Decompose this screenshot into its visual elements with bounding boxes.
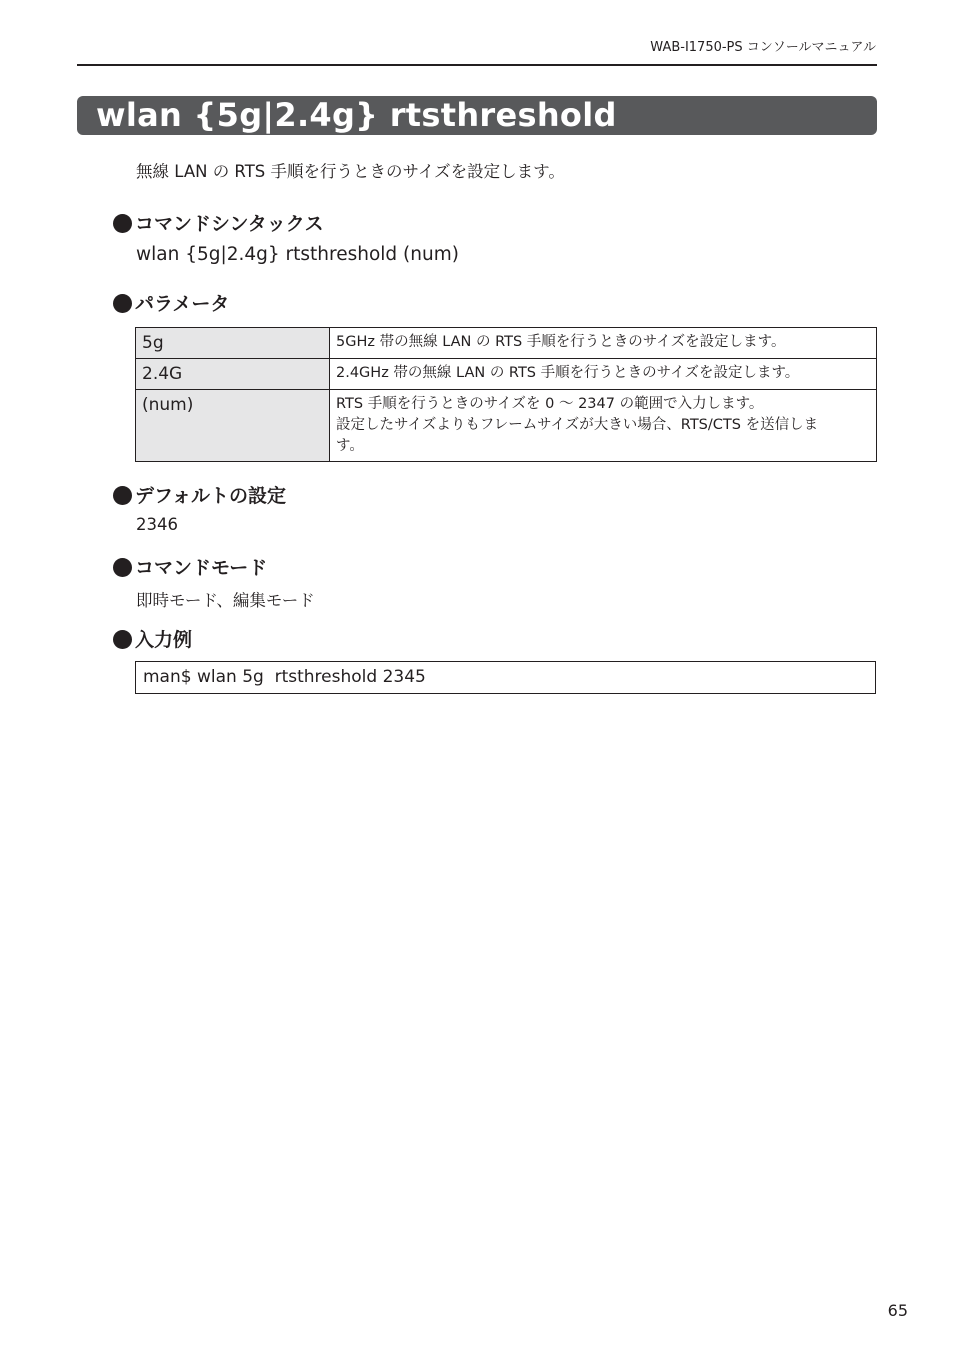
command-title-bar xyxy=(77,96,877,135)
example-heading: 入力例 xyxy=(113,625,192,652)
bullet-icon xyxy=(113,558,132,577)
table-row xyxy=(136,390,877,462)
command-description: 無線 LAN の RTS 手順を行うときのサイズを設定します。 xyxy=(136,162,565,181)
param-description xyxy=(330,359,877,390)
param-description xyxy=(330,328,877,359)
manual-title: WAB-I1750-PS コンソールマニュアル xyxy=(650,40,876,55)
header-divider xyxy=(77,64,877,66)
command-title: wlan {5g|2.4g} rtsthreshold xyxy=(96,96,617,134)
parameters-heading: パラメータ xyxy=(113,289,229,316)
table-row xyxy=(136,359,877,390)
param-name: (num) xyxy=(136,390,330,462)
desc-line: 設定したサイズよりもフレームサイズが大きい場合、RTS/CTS を送信しま xyxy=(336,417,819,433)
desc-line: RTS 手順を行うときのサイズを 0 ～ 2347 の範囲で入力します。 xyxy=(336,396,764,412)
page-number: 65 xyxy=(887,1301,908,1320)
syntax-text: wlan {5g|2.4g} rtsthreshold (num) xyxy=(136,244,459,265)
example-box xyxy=(135,661,876,694)
parameter-table xyxy=(135,327,877,462)
desc-line: 2.4GHz 帯の無線 LAN の RTS 手順を行うときのサイズを設定します。 xyxy=(336,365,800,381)
table-row xyxy=(136,328,877,359)
mode-heading: コマンドモード xyxy=(113,553,267,580)
syntax-heading: コマンドシンタックス xyxy=(113,209,324,236)
param-description xyxy=(330,390,877,462)
bullet-icon xyxy=(113,630,132,649)
bullet-icon xyxy=(113,214,132,233)
default-heading: デフォルトの設定 xyxy=(113,481,286,508)
mode-text: 即時モード、編集モード xyxy=(136,591,315,610)
desc-line: 5GHz 帯の無線 LAN の RTS 手順を行うときのサイズを設定します。 xyxy=(336,334,786,350)
bullet-icon xyxy=(113,294,132,313)
example-command: man$ wlan 5g rtsthreshold 2345 xyxy=(143,667,426,687)
param-name: 5g xyxy=(136,328,330,359)
bullet-icon xyxy=(113,486,132,505)
desc-line: す。 xyxy=(336,438,364,454)
param-name: 2.4G xyxy=(136,359,330,390)
default-value: 2346 xyxy=(136,515,178,534)
